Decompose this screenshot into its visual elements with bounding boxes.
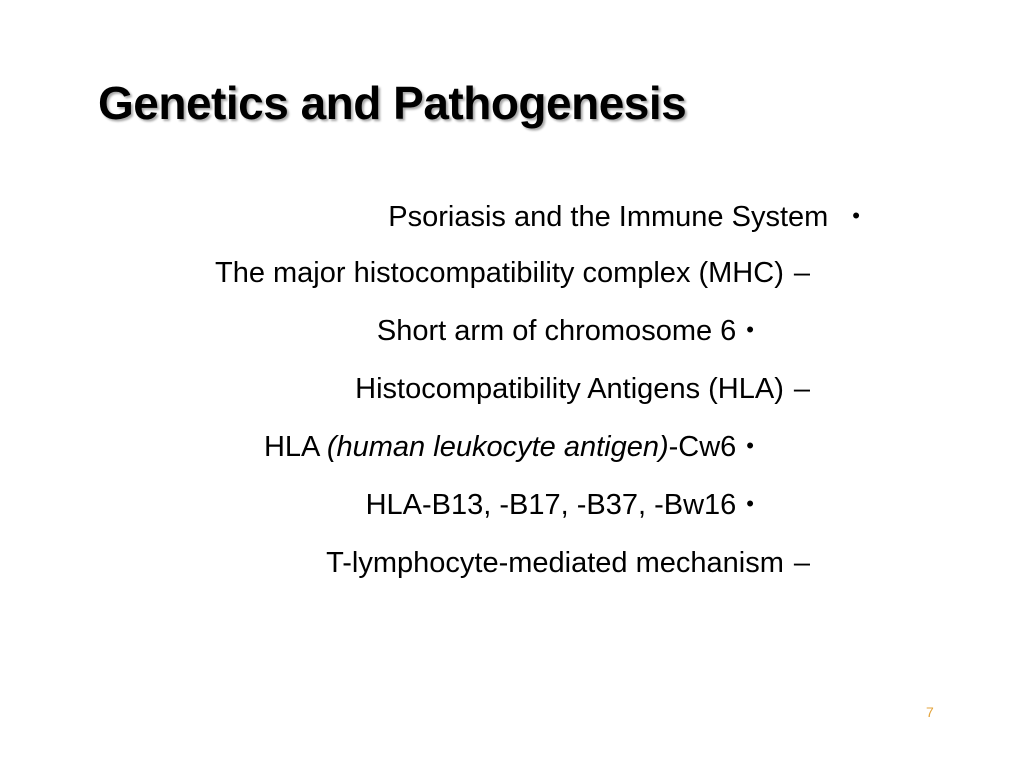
dash-marker: – <box>793 257 810 289</box>
bullet-text: Short arm of chromosome 6 <box>376 315 737 347</box>
dash-marker: – <box>793 547 810 579</box>
bullet-line-7 <box>326 546 810 581</box>
slide-title: Genetics and Pathogenesis <box>98 77 687 129</box>
bullet-marker: • <box>746 317 754 342</box>
bullet-prefix: HLA <box>263 431 319 463</box>
bullet-text: HLA-B13, -B17, -B37, -Bw16 <box>365 489 737 521</box>
bullet-marker: • <box>746 491 754 516</box>
bullet-line-4 <box>355 372 810 407</box>
bullet-italic: (human leukocyte antigen) <box>326 431 669 463</box>
bullet-text: Histocompatibility Antigens (HLA) <box>355 373 784 405</box>
bullet-line-6 <box>366 488 754 523</box>
bullet-line-2 <box>215 256 810 291</box>
bullet-text: T-lymphocyte-mediated mechanism <box>326 547 784 579</box>
bullet-line-1 <box>388 200 860 235</box>
bullet-marker: • <box>852 203 860 228</box>
page-number: 7 <box>926 704 934 720</box>
bullet-suffix: -Cw6 <box>668 431 737 463</box>
bullet-line-5 <box>264 430 754 465</box>
bullet-line-3 <box>377 314 754 349</box>
bullet-text: Psoriasis and the Immune System <box>388 201 829 233</box>
dash-marker: – <box>793 373 810 405</box>
bullet-marker: • <box>746 433 754 458</box>
bullet-text: The major histocompatibility complex (MHC) <box>214 257 784 289</box>
